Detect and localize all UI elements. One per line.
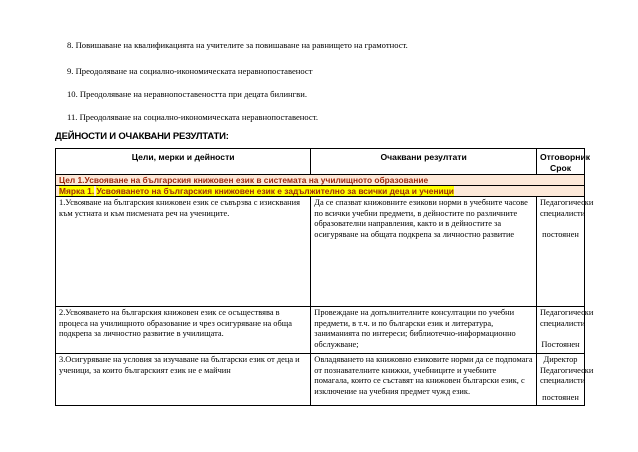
list-item: 11. Преодоляване на социално-икономическата неравнопоставеност. — [67, 112, 318, 122]
responsible-cell — [536, 354, 594, 405]
header-responsible-label: Отговорник — [539, 152, 591, 162]
result-cell: Провеждане на допълнителните консултации по учебни предмети, в т.ч. и по български език и литература, заниманията по интереси; библиотечно-информационно обслужване; — [311, 307, 537, 354]
measure-row — [56, 186, 585, 197]
table-row — [56, 197, 585, 307]
measure-cell — [56, 186, 585, 197]
measure-text: Усвояването на българския книжовен език е задължително за всички деца и ученици — [96, 186, 454, 197]
activity-cell: 1.Усвояване на българския книжовен език се съвързва с изисквания към устната и към писмената реч на учениците. — [56, 197, 311, 307]
table-row — [56, 354, 585, 405]
activity-cell: 3.Осигуряване на условия за изучаване на български език от деца и ученици, за които българският език не е майчин — [56, 354, 311, 405]
deadline-text: постоянен — [542, 392, 579, 402]
header-activities: Цели, мерки и дейности — [56, 149, 311, 175]
activities-table — [55, 148, 594, 406]
result-cell: Овладяването на книжовно езиковите норми да се подпомага от познавателните книжки, учебниците и учебните помагала, които се съставят на книжовен български език, с изключение на учебния предмет чужд език. — [311, 354, 537, 405]
table-header-row — [56, 149, 585, 175]
responsible-text: Педагогически специалисти — [539, 308, 594, 328]
goal-row — [56, 175, 585, 186]
list-item: 8. Повишаване на квалификацията на учителите за повишаване на равнището на грамотност. — [67, 40, 408, 50]
header-results: Очаквани резултати — [311, 149, 537, 175]
responsible-text: Директор Педагогически специалисти — [539, 355, 594, 386]
responsible-cell — [536, 197, 594, 307]
responsible-text: Педагогически специалисти — [539, 198, 594, 218]
table-row — [56, 307, 585, 354]
header-deadline-label: Срок — [549, 162, 571, 173]
deadline-text: постоянен — [542, 230, 579, 240]
activity-cell: 2.Усвояването на българския книжовен език се осъществява в процеса на училищното образование и чрез осигуряване на обща подкрепа за личностно развитие в училищата. — [56, 307, 311, 354]
section-heading: ДЕЙНОСТИ И ОЧАКВАНИ РЕЗУЛТАТИ: — [55, 131, 229, 142]
deadline-text: Постоянен — [541, 340, 580, 350]
result-cell: Да се спазват книжовните езикови норми в учебните часове по всички учебни предмети, в дейностите по различните образователни направления, както и в дейностите за осигуряване на общата подкрепа за личностно развитие — [311, 197, 537, 307]
goal-text: Цел 1.Усвояване на българския книжовен език в системата на училищното образование — [56, 175, 585, 186]
responsible-cell — [536, 307, 594, 354]
header-responsible — [536, 149, 591, 175]
measure-label: Мярка 1. — [59, 186, 95, 197]
list-item: 10. Преодоляване на неравнопоставеността при децата билингви. — [67, 89, 307, 99]
list-item: 9. Преодоляване на социално-икономическата неравнопоставеност — [67, 66, 313, 76]
